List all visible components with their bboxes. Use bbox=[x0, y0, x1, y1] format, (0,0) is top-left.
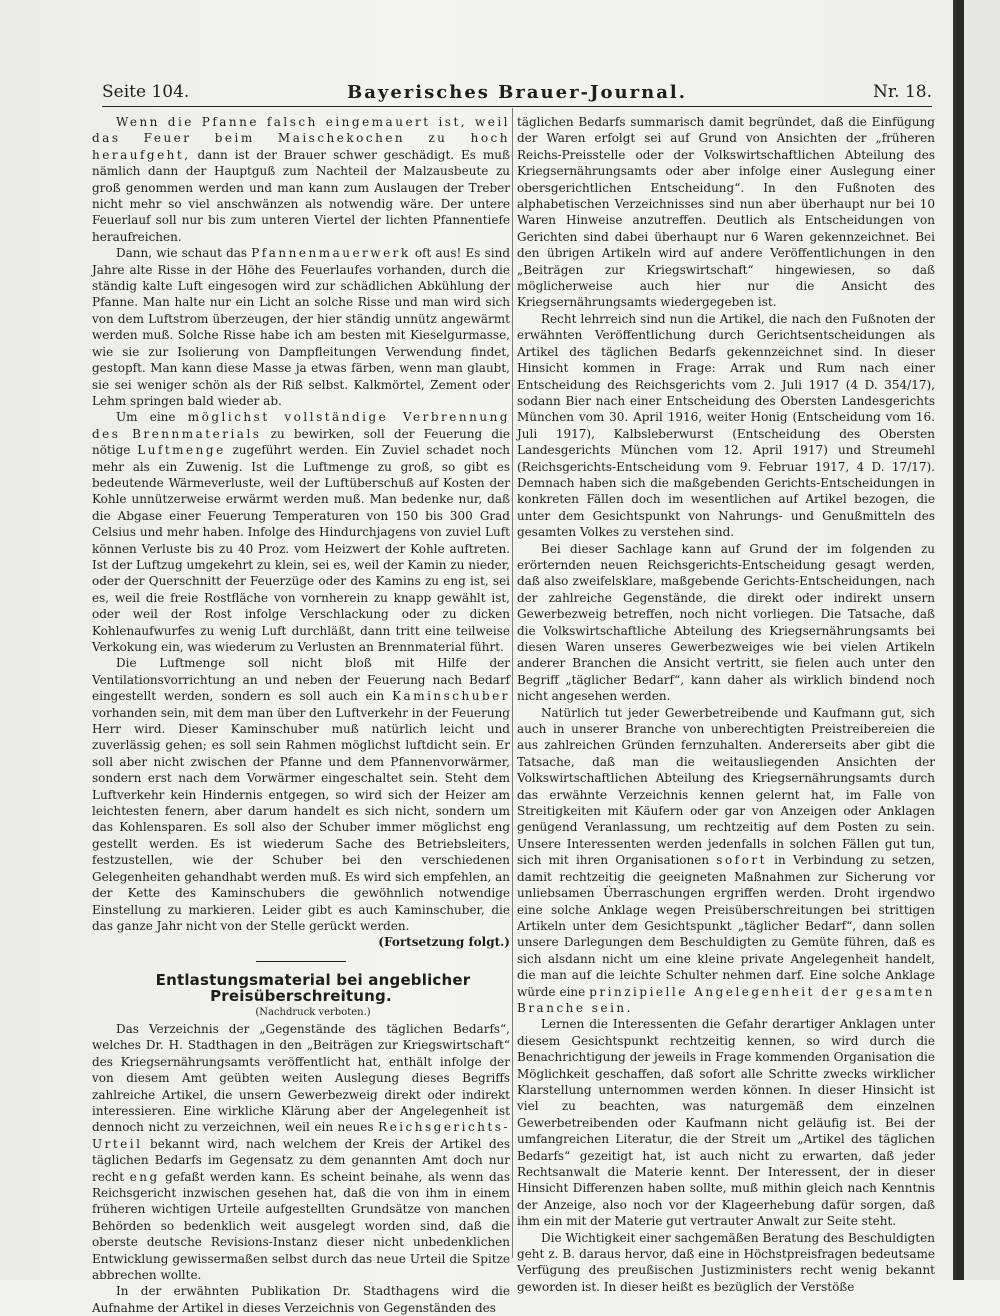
adjacent-page-edge bbox=[953, 0, 1000, 1280]
continued-note: (Fortsetzung folgt.) bbox=[378, 935, 510, 950]
paragraph: täglichen Bedarfs summarisch damit begründet, daß die Einfügung der Waren erfolgt sei auf Grund von Ansichten der „früheren Reichs-Preisstelle oder der Volkswirtschaftlichen Abteilung des Kriegsernährungsamts oder aber infolge einer Auslegung einer obersgerichtlichen Entscheidung“. In den Fußnoten des alphabetischen Verzeichnisses sind nun aber überhaupt nur bei 10 Waren Hinweise anzutreffen. Deutlich als Entscheidungen von Gerichten sind dabei überhaupt nur 6 Waren gekennzeichnet. Bei den übrigen Artikeln wird auf andere Veröffentlichungen in den „Beiträgen zur Kriegswirtschaft“ hingewiesen, so daß möglicherweise auch hier nur die Ansicht des Kriegsernährungsamts wiedergegeben ist. bbox=[517, 115, 935, 310]
page-header bbox=[102, 80, 932, 107]
paragraph: Bei dieser Sachlage kann auf Grund der im folgenden zu erörternden neuen Reichsgerichts-Entscheidung gesagt werden, daß also zweifelsklare, maßgebende Gerichts-Entscheidungen, nach der zahlreiche Gegenstände, die direkt oder indirekt unsern Gewerbezweig betreffen, noch nicht vorliegen. Die Tatsache, daß die Volkswirtschaftliche Abteilung des Kriegsernährungsamts bei diesen Waren unseres Gewerbezweiges wie bei vielen Artikeln anderer Branchen die Ansicht vertritt, sie fielen auch unter den Begriff „täglicher Bedarf“, kann daher als wirklich bindend noch nicht angesehen werden. bbox=[517, 541, 935, 704]
paragraph: Dann, wie schaut das Pfannenmauerwerk oft aus! Es sind Jahre alte Risse in der Höhe des Feuerlaufes vorhanden, durch die ständig kalte Luft eingesogen wird zur schädlichen Abkühlung der Pfanne. Man halte nur ein Licht an solche Risse und man wird sich von dem Luftstrom überzeugen, der hier ständig unnütz angewärmt werden muß. Solche Risse habe ich am besten mit Kieselgurmasse, wie sie zur Isolierung von Dampfleitungen Verwendung findet, gestopft. Man kann diese Masse ja etwas färben, wenn man glaubt, sie sei weniger schön als der Riß selbst. Kalkmörtel, Zement oder Lehm springen bald wieder ab. bbox=[92, 246, 511, 408]
paragraph: Das Verzeichnis der „Gegenstände des täglichen Bedarfs“, welches Dr. H. Stadthagen in den „Beiträgen zur Kriegswirtschaft“ des Kriegsernährungsamts veröffentlicht hat, enthält infolge der von diesem Amt geübten weiten Auslegung dieses Begriffs zahlreiche Artikel, die unsern Gewerbezweig direkt oder indirekt interessieren. Eine wirkliche Klärung aber der Angelegenheit ist dennoch nicht zu verzeichnen, weil ein neues Reichsgerichts-Urteil bekannt wird, nach welchem der Kreis der Artikel des täglichen Bedarfs im Gegensatz zu dem genannten Amt doch nur recht eng gefaßt werden kann. Es scheint beinahe, als wenn das Reichsgericht inzwischen gesehen hat, daß die von ihm in einem früheren wichtigen Urteile aufgestellten Grundsätze von manchen Behörden so bedenklich weit ausgelegt worden sind, daß die oberste deutsche Revisions-Instanz dieser nicht unbedenklichen Entwicklung gewissermaßen selbst durch das neue Urteil die Spitze abbrechen wollte. bbox=[92, 1021, 510, 1283]
paragraph: Die Luftmenge soll nicht bloß mit Hilfe der Ventilationsvorrichtung an und neben der Feuerung nach Bedarf eingestellt werden, sondern es soll auch ein Kaminschuber vorhanden sein, mit dem man über den Luftverkehr in der Feuerung Herr wird. Dieser Kaminschuber muß natürlich leicht und zuverlässig gehen; es soll sein Rahmen möglichst luftdicht sein. Er soll aber nicht zwischen der Pfanne und dem Pfannenvorwärmer, sondern erst nach dem Vorwärmer eingeschaltet sein. Steht dem Luftverkehr kein Hindernis entgegen, so wird sich der Heizer am leichtesten fenern, aber darum handelt es sich nicht, sondern um das Kohlensparen. Es soll also der Schuber immer möglichst eng gestellt werden. Es ist wiederum Sache des Betriebsleiters, festzustellen, wie der Schuber bei den verschiedenen Gelegenheiten gehandhabt werden muß. Es wird sich empfehlen, an der Kette des Kaminschubers die gewöhnlich notwendige Einstellung zu markieren. Leider gibt es auch Kaminschuber, die das ganze Jahr nicht von der Stelle gerückt werden. bbox=[92, 656, 510, 933]
paragraph: Lernen die Interessenten die Gefahr derartiger Anklagen unter diesem Gesichtspunkt rechtzeitig kennen, so wird durch die Benachrichtigung der jeweils in Frage kommenden Organisation die Möglichkeit geschaffen, daß sofort alle Schritte zwecks wirklicher Klarstellung unternommen werden können. In dieser Hinsicht ist viel zu beachten, was naturgemäß dem einzelnen Gewerbetreibenden oder Kaufmann nicht geläufig ist. Bei der umfangreichen Literatur, die der Streit um „Artikel des täglichen Bedarfs“ gezeitigt hat, ist auch nicht zu erwarten, daß jeder Rechtsanwalt die Materie kennt. Der Interessent, der in dieser Hinsicht Differenzen haben sollte, muß mithin gleich nach Kenntnis der Anzeige, also noch vor der Klageerhebung dafür sorgen, daß ihm ein mit der Materie gut vertrauter Anwalt zur Seite steht. bbox=[517, 1017, 935, 1229]
paragraph: Die Wichtigkeit einer sachgemäßen Beratung des Beschuldigten geht z. B. daraus hervor, daß eine in Höchstpreisfragen bedeutsame Verfügung des preußischen Justizministers recht wenig bekannt geworden ist. In dieser heißt es bezüglich der Verstöße bbox=[517, 1230, 935, 1294]
paragraph: Wenn die Pfanne falsch eingemauert ist, weil das Feuer beim Maischekochen zu hoch heraufgeht, dann ist der Brauer schwer geschädigt. Es muß nämlich dann der Hauptguß zum Nachteil der Malzausbeute zu groß genommen werden und man kann zum Auslaugen der Treber nicht mehr so viel anschwänzen als notwendig wäre. Der untere Feuerlauf soll nur bis zum unteren Viertel der lichten Pfannentiefe heraufreichen. bbox=[92, 115, 510, 244]
section-separator bbox=[256, 961, 346, 962]
paragraph: In der erwähnten Publikation Dr. Stadthagens wird die Aufnahme der Artikel in dieses Verzeichnis von Gegenständen des bbox=[92, 1284, 510, 1315]
page-number: Seite 104. bbox=[102, 82, 190, 102]
issue-number: Nr. 18. bbox=[873, 82, 932, 102]
column-divider bbox=[512, 108, 513, 1258]
paragraph: Natürlich tut jeder Gewerbetreibende und Kaufmann gut, sich auch in unserer Branche von unberechtigten Preistreibereien die aus zahlreichen Gründen fernzuhalten. Andererseits aber gibt die Tatsache, daß man die weitausliegenden Ansichten der Volkswirtschaftlichen Abteilung des Kriegsernährungsamts durch das erwähnte Verzeichnis kennen gelernt hat, im Falle von Streitigkeiten mit Käufern oder gar von Anzeigen oder Anklagen genügend Veranlassung, um rechtzeitig auf dem Posten zu sein. Unsere Interessenten werden jedenfalls in solchen Fällen gut tun, sich mit ihren Organisationen sofort in Verbindung zu setzen, damit rechtzeitig die geeigneten Maßnahmen zur Sicherung vor unliebsamen Überraschungen ergriffen werden. Droht irgendwo eine solche Anklage wegen Preisüberschreitungen bei strittigen Artikeln unter dem Gesichtspunkt „täglicher Bedarf“, dann sollen unsere Darlegungen dem Beschuldigten zu Gemüte führen, daß es sich alsdann nicht um eine kleine private Angelegenheit handelt, die man auf die leichte Schulter nehmen darf. Eine solche Anklage würde eine prinzipielle Angelegenheit der gesamten Branche sein. bbox=[517, 705, 935, 1015]
left-column bbox=[92, 114, 510, 1316]
article-title: Entlastungsmaterial bei angeblicher Preisüberschreitung. bbox=[155, 970, 471, 1006]
paragraph: Um eine möglichst vollständige Verbrennung des Brennmaterials zu bewirken, soll der Feuerung die nötige Luftmenge zugeführt werden. Ein Zuviel schadet noch mehr als ein Zuwenig. Ist die Luftmenge zu groß, so gibt es bedeutende Wärmeverluste, weil der Luftüberschuß auf Kosten der Kohle unnützerweise erwärmt werden muß. Man bedenke nur, daß die Abgase einer Feuerung Temperaturen von 150 bis 300 Grad Celsius und mehr haben. Infolge des Hindurchjagens von zuviel Luft können Verluste bis zu 40 Proz. vom Heizwert der Kohle auftreten. Ist der Luftzug umgekehrt zu klein, sei es, weil der Kamin zu nieder, oder der Querschnitt der Feuerzüge oder des Kamins zu eng ist, sei es, weil die freie Rostfläche von vornherein zu knapp gewählt ist, oder weil der Rost infolge Verschlackung oder zu dicken Kohlenaufwurfes zu wenig Luft durchläßt, dann tritt eine teilweise Verkokung ein, was wiederum zu Verlusten an Brennmaterial führt. bbox=[92, 410, 510, 654]
paragraph: Recht lehrreich sind nun die Artikel, die nach den Fußnoten der erwähnten Veröffentlichung durch Gerichtsentscheidungen als Artikel des täglichen Bedarfs gekennzeichnet sind. In dieser Hinsicht kommen in Frage: Arrak und Rum nach einer Entscheidung des Reichsgerichts vom 2. Juli 1917 (4 D. 354/17), sodann Bier nach einer Entscheidung des Obersten Landesgerichts München vom 30. April 1916, weiter Honig (Entscheidung vom 16. Juli 1917), Kalbsleberwurst (Entscheidung des Obersten Landesgerichts München vom 12. April 1917) und Streumehl (Reichsgerichts-Entscheidung vom 9. Februar 1917, 4 D. 17/17). Demnach haben sich die maßgebenden Gerichts-Entscheidungen in konkreten Fällen doch im wesentlichen auf Artikel bezogen, die unter dem Gesichtspunkt von Nahrungs- und Genußmitteln des gesamten Volkes zu verstehen sind. bbox=[517, 311, 935, 540]
reprint-note: (Nachdruck verboten.) bbox=[255, 1006, 371, 1018]
journal-title: Bayerisches Brauer-Journal. bbox=[347, 82, 687, 103]
right-column bbox=[517, 114, 935, 1295]
